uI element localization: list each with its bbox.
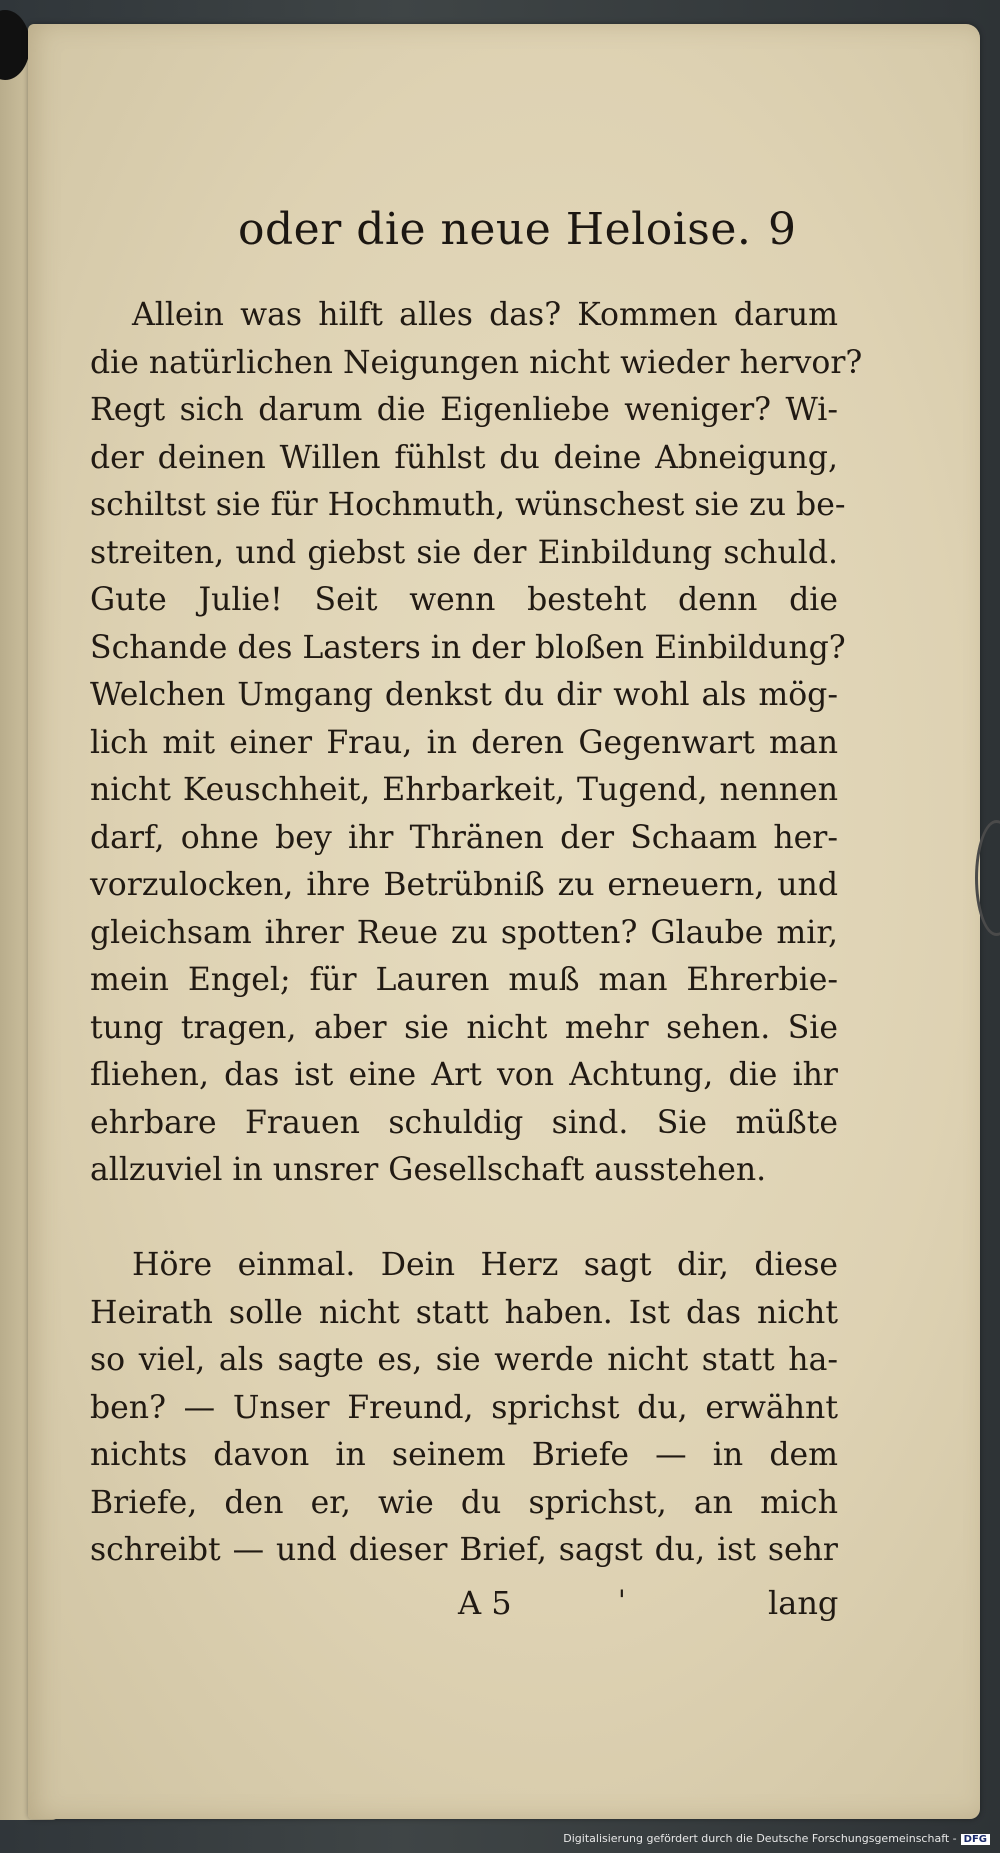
text-line: nichts davon in seinem Briefe — in dem bbox=[90, 1437, 838, 1473]
text-line: lich mit einer Frau, in deren Gegenwart man bbox=[90, 724, 838, 761]
book-page bbox=[28, 24, 980, 1819]
text-line: Allein was hilft alles das? Kommen darum bbox=[132, 297, 838, 333]
text-line: tung tragen, aber sie nicht mehr sehen. Sie bbox=[90, 1009, 838, 1046]
text-line: so viel, als sagte es, sie werde nicht statt ha- bbox=[90, 1342, 838, 1378]
signature-mark: A 5 bbox=[458, 1584, 512, 1622]
text-line: vorzulocken, ihre Betrübniß zu erneuern, und bbox=[90, 867, 838, 903]
text-line: Briefe, den er, wie du sprichst, an mich bbox=[90, 1484, 838, 1521]
text-line: allzuviel in unsrer Gesellschaft ausstehen. bbox=[90, 1152, 767, 1188]
catchword: lang bbox=[768, 1584, 839, 1622]
text-line: mein Engel; für Lauren muß man Ehrerbie- bbox=[90, 962, 838, 998]
print-mark: ' bbox=[618, 1584, 626, 1617]
text-line: darf, ohne bey ihr Thränen der Schaam her- bbox=[90, 819, 838, 856]
text-line: streiten, und giebst sie der Einbildung schuld. bbox=[90, 534, 838, 571]
text-line: schreibt — und dieser Brief, sagst du, ist sehr bbox=[90, 1532, 838, 1568]
text-line: Schande des Lasters in der bloßen Einbildung? bbox=[90, 629, 846, 666]
text-line: ben? — Unser Freund, sprichst du, erwähnt bbox=[90, 1389, 838, 1426]
text-line: der deinen Willen fühlst du deine Abneigung, bbox=[90, 439, 838, 476]
dfg-logo: DFG bbox=[961, 1834, 990, 1845]
text-line: Welchen Umgang denkst du dir wohl als mög- bbox=[90, 677, 838, 713]
text-line: Gute Julie! Seit wenn besteht denn die bbox=[90, 582, 838, 618]
text-line: die natürlichen Neigungen nicht wieder hervor? bbox=[90, 344, 863, 381]
text-line: Regt sich darum die Eigenliebe weniger? Wi- bbox=[90, 392, 838, 428]
credit-text: Digitalisierung gefördert durch die Deutsche Forschungsgemeinschaft - bbox=[563, 1832, 957, 1845]
paragraph-1 bbox=[90, 292, 863, 1195]
text-line: schiltst sie für Hochmuth, wünschest sie zu be- bbox=[90, 487, 846, 523]
paragraph-2 bbox=[90, 1242, 838, 1575]
page-number: 9 bbox=[768, 204, 796, 255]
running-title: oder die neue Heloise. bbox=[238, 204, 752, 255]
text-line: nicht Keuschheit, Ehrbarkeit, Tugend, nennen bbox=[90, 772, 838, 808]
text-line: fliehen, das ist eine Art von Achtung, die ihr bbox=[90, 1057, 838, 1093]
text-line: Höre einmal. Dein Herz sagt dir, diese bbox=[132, 1247, 838, 1283]
digitization-credit bbox=[563, 1832, 990, 1845]
text-line: gleichsam ihrer Reue zu spotten? Glaube mir, bbox=[90, 914, 838, 951]
text-line: Heirath solle nicht statt haben. Ist das nicht bbox=[90, 1294, 838, 1331]
text-line: ehrbare Frauen schuldig sind. Sie müßte bbox=[90, 1104, 838, 1141]
